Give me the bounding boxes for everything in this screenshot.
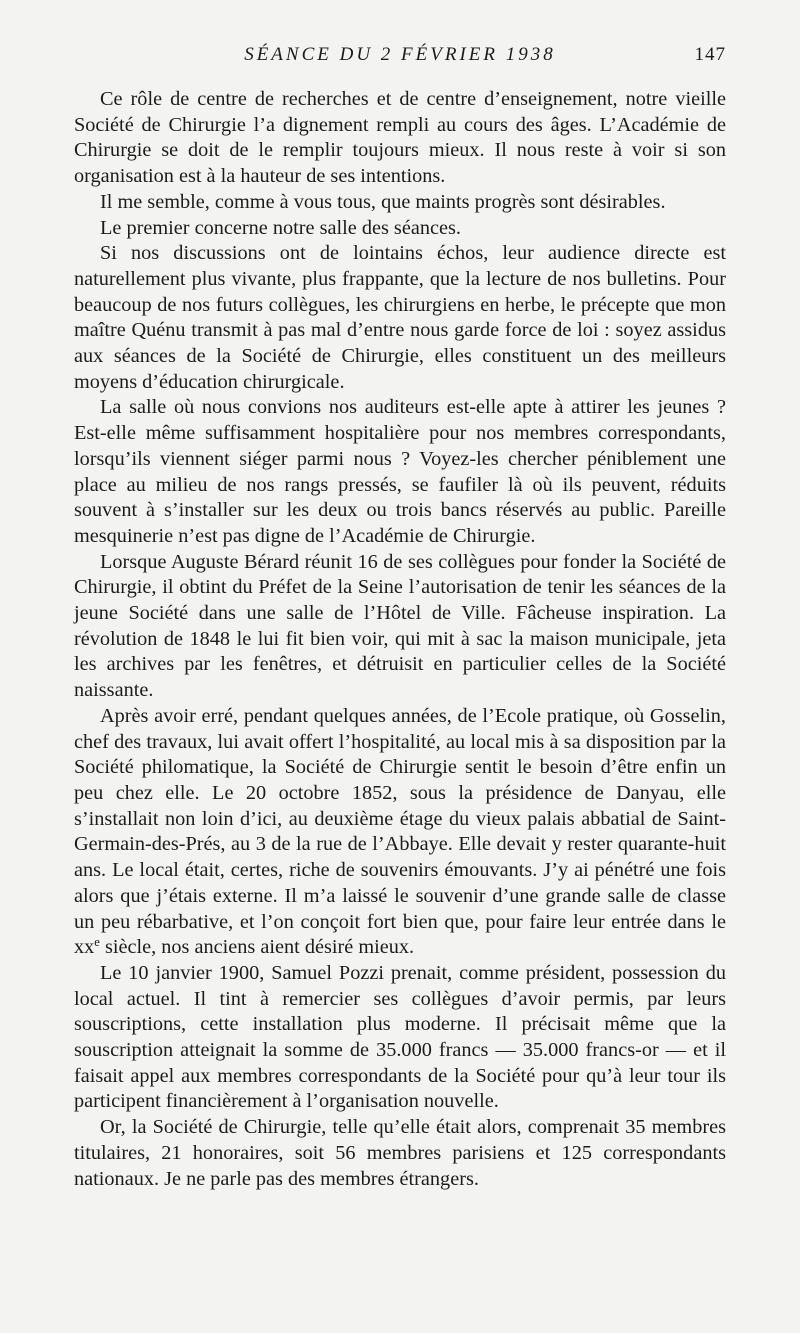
superscript-e: e	[94, 935, 100, 950]
paragraph-7-text: Après avoir erré, pendant quelques années, de l’Ecole pratique, où Gosselin, chef des travaux, lui avait offert l’hospitalité, au local mis à sa disposition par la Société philomatique, la Société de Chirurgie sentit le besoin d’être enfin un peu chez elle. Le 20 octobre 1852, sous la présidence de Danyau, elle s’installait non loin d’ici, au deuxième étage du vieux palais abbatial de Saint-Germain-des-Prés, au 3 de la rue de l’Abbaye. Elle devait y rester quarante-huit ans. Le local était, certes, riche de souvenirs émouvants. J’y ai pénétré une fois alors que j’étais externe. Il m’a laissé le souvenir d’une grande salle de classe un peu rébarbative, et l’on conçoit fort bien que, pour faire leur entrée dans le xx	[74, 704, 726, 959]
paragraph-6: Lorsque Auguste Bérard réunit 16 de ses collègues pour fonder la Société de Chirurgie, il obtint du Préfet de la Seine l’autorisation de tenir les séances de la jeune Société dans une salle de l’Hôtel de Ville. Fâcheuse inspiration. La révolution de 1848 le lui fit bien voir, qui mit à sac la maison municipale, jeta les archives par les fenêtres, et détruisit en particulier celles de la Société naissante.	[74, 550, 726, 702]
body-text	[74, 87, 726, 1192]
paragraph-7-end: siècle, nos anciens aient désiré mieux.	[99, 936, 415, 959]
paragraph-7	[74, 704, 726, 961]
page-header	[74, 44, 726, 78]
paragraph-5: La salle où nous convions nos auditeurs est-elle apte à attirer les jeunes ? Est-elle même suffisamment hospitalière pour nos membres correspondants, lorsqu’ils viennent siéger parmi nous ? Voyez-les chercher péniblement une place au milieu de nos rangs pressés, se faufiler là où ils peuvent, réduits souvent à s’installer sur les deux ou trois bancs réservés au public. Pareille mesquinerie n’est pas digne de l’Académie de Chirurgie.	[74, 396, 726, 547]
paragraph-8: Le 10 janvier 1900, Samuel Pozzi prenait, comme président, possession du local actuel. Il tint à remercier ses collègues d’avoir permis, par leurs souscriptions, cette installation plus moderne. Il précisait même que la souscription atteignait la somme de 35.000 francs — 35.000 francs-or — et il faisait appel aux membres correspondants de la Société pour qu’à leur tour ils participent financièrement à l’organisation nouvelle.	[74, 961, 726, 1113]
paragraph-3: Le premier concerne notre salle des séances.	[100, 216, 461, 239]
page-number: 147	[694, 44, 726, 65]
paragraph-9: Or, la Société de Chirurgie, telle qu’elle était alors, comprenait 35 membres titulaires, 21 honoraires, soit 56 membres parisiens et 125 correspondants nationaux. Je ne parle pas des membres étrangers.	[74, 1116, 726, 1190]
paragraph-2: Il me semble, comme à vous tous, que maints progrès sont désirables.	[100, 190, 666, 213]
running-head: SÉANCE DU 2 FÉVRIER 1938	[244, 44, 556, 65]
paragraph-4: Si nos discussions ont de lointains échos, leur audience directe est naturellement plus vivante, plus frappante, que la lecture de nos bulletins. Pour beaucoup de nos futurs collègues, les chirurgiens en herbe, le précepte que mon maître Quénu transmit à pas mal d’entre nous garde force de loi : soyez assidus aux séances de la Société de Chirurgie, elles constituent un des meilleurs moyens d’éducation chirurgicale.	[74, 242, 726, 393]
paragraph-1: Ce rôle de centre de recherches et de centre d’enseignement, notre vieille Société de Chirurgie l’a dignement rempli au cours des âges. L’Académie de Chirurgie se doit de le remplir toujours mieux. Il nous reste à voir si son organisation est à la hauteur de ses intentions.	[74, 88, 726, 188]
